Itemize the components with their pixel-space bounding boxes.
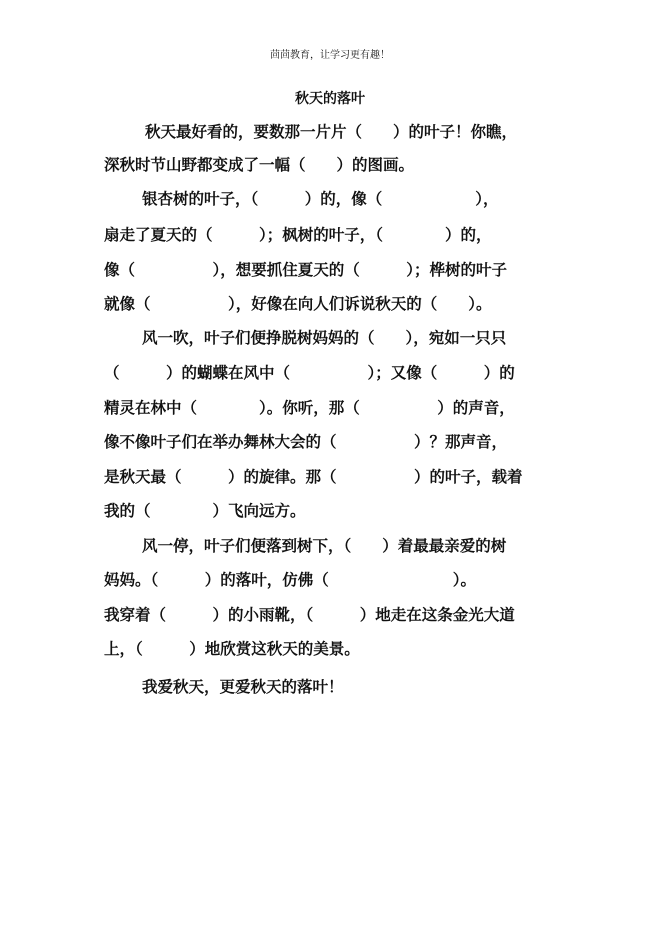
text-line: 精灵在林中（ ）。你听，那（ ）的声音， xyxy=(104,399,515,417)
text-line: 我穿着（ ）的小雨靴，（ ）地走在这条金光大道 xyxy=(104,606,515,624)
text-line: 风一吹，叶子们便挣脱树妈妈的（ ），宛如一只只 xyxy=(142,329,507,347)
text-line: 扇走了夏天的（ ）；枫树的叶子，（ ）的， xyxy=(104,226,492,244)
text-line: 我的（ ）飞向远方。 xyxy=(104,502,306,520)
text-line: 秋天最好看的，要数那一片片（ ）的叶子！你瞧， xyxy=(145,123,518,141)
text-line: 我爱秋天，更爱秋天的落叶！ xyxy=(142,678,344,696)
text-line: 银杏树的叶子，（ ）的，像（ ）， xyxy=(142,190,499,208)
text-line: 就像（ ），好像在向人们诉说秋天的（ ）。 xyxy=(104,295,492,313)
text-line: 像不像叶子们在举办舞林大会的（ ）？那声音， xyxy=(104,433,508,451)
text-line: （ ）的蝴蝶在风中（ ）；又像（ ）的 xyxy=(104,364,515,382)
text-line: 上，（ ）地欣赏这秋天的美景。 xyxy=(104,640,360,658)
text-line: 风一停，叶子们便落到树下，（ ）着最最亲爱的树 xyxy=(142,537,507,555)
text-line: 是秋天最（ ）的旋律。那（ ）的叶子，载着 xyxy=(104,468,523,486)
text-line: 深秋时节山野都变成了一幅（ ）的图画。 xyxy=(104,156,415,174)
text-line: 像（ ），想要抓住夏天的（ ）；桦树的叶子 xyxy=(104,261,508,279)
document-title: 秋天的落叶 xyxy=(295,91,365,107)
text-line: 妈妈。（ ）的落叶，仿佛（ ）。 xyxy=(104,571,477,589)
page-header: 茴茴教育，让学习更有趣！ xyxy=(270,50,390,61)
